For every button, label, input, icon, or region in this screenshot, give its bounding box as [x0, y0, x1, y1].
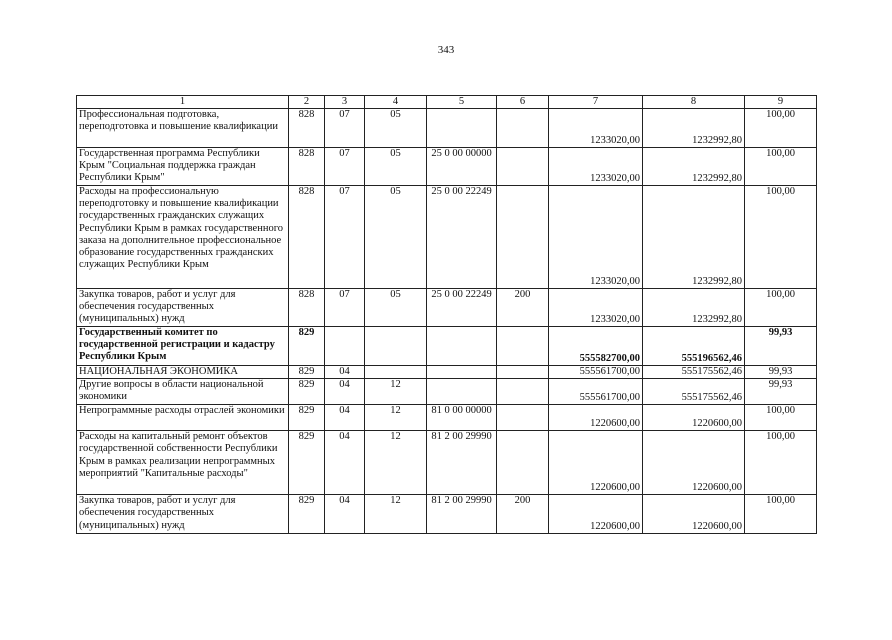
row-percent-cell: 100,00 — [745, 148, 817, 186]
header-cell: 3 — [325, 96, 365, 109]
row-planned-amount-cell: 1233020,00 — [549, 109, 643, 148]
row-expense-type-cell — [497, 366, 549, 379]
row-expense-type-cell — [497, 431, 549, 495]
row-percent-cell: 100,00 — [745, 405, 817, 431]
row-section-cell: 04 — [325, 405, 365, 431]
row-planned-amount-cell: 1233020,00 — [549, 148, 643, 186]
row-planned-amount-cell: 1233020,00 — [549, 186, 643, 289]
row-percent-cell: 99,93 — [745, 327, 817, 366]
row-section-cell: 07 — [325, 289, 365, 327]
row-percent-cell: 100,00 — [745, 289, 817, 327]
row-executed-amount-cell: 1232992,80 — [643, 109, 745, 148]
row-section-cell: 07 — [325, 109, 365, 148]
page-number: 343 — [437, 44, 455, 56]
row-executed-amount-cell: 555175562,46 — [643, 379, 745, 405]
row-planned-amount-cell: 1233020,00 — [549, 289, 643, 327]
table-header-row — [77, 96, 817, 109]
row-subsection-cell: 05 — [365, 109, 427, 148]
row-target-article-cell: 81 0 00 00000 — [427, 405, 497, 431]
row-section-cell: 04 — [325, 431, 365, 495]
row-name-cell: Государственный комитет по государственной регистрации и кадастру Республики Крым — [77, 327, 289, 366]
row-planned-amount-cell: 1220600,00 — [549, 405, 643, 431]
row-planned-amount-cell: 555561700,00 — [549, 366, 643, 379]
row-section-cell: 07 — [325, 186, 365, 289]
header-cell: 9 — [745, 96, 817, 109]
row-target-article-cell: 25 0 00 22249 — [427, 186, 497, 289]
row-target-article-cell: 81 2 00 29990 — [427, 431, 497, 495]
row-name-cell: Другие вопросы в области национальной экономики — [77, 379, 289, 405]
row-chapter-cell: 829 — [289, 495, 325, 534]
row-name-cell: Профессиональная подготовка, переподготовка и повышение квалификации — [77, 109, 289, 148]
row-name-cell: Расходы на капитальный ремонт объектов государственной собственности Республики Крым в рамках реализации непрограммных мероприятий "Капитальные расходы" — [77, 431, 289, 495]
row-target-article-cell: 81 2 00 29990 — [427, 495, 497, 534]
row-chapter-cell: 829 — [289, 405, 325, 431]
row-target-article-cell — [427, 379, 497, 405]
row-name-cell: Государственная программа Республики Крым "Социальная поддержка граждан Республики Крым" — [77, 148, 289, 186]
row-subsection-cell: 12 — [365, 431, 427, 495]
row-expense-type-cell — [497, 148, 549, 186]
row-subsection-cell: 12 — [365, 405, 427, 431]
row-percent-cell: 99,93 — [745, 379, 817, 405]
row-planned-amount-cell: 555561700,00 — [549, 379, 643, 405]
row-subsection-cell: 12 — [365, 379, 427, 405]
row-percent-cell: 99,93 — [745, 366, 817, 379]
row-target-article-cell — [427, 327, 497, 366]
row-chapter-cell: 828 — [289, 186, 325, 289]
table-row — [77, 148, 817, 186]
row-target-article-cell: 25 0 00 22249 — [427, 289, 497, 327]
row-percent-cell: 100,00 — [745, 431, 817, 495]
row-executed-amount-cell: 1232992,80 — [643, 186, 745, 289]
row-executed-amount-cell: 1220600,00 — [643, 431, 745, 495]
row-planned-amount-cell: 1220600,00 — [549, 495, 643, 534]
row-expense-type-cell — [497, 327, 549, 366]
row-section-cell: 04 — [325, 495, 365, 534]
row-chapter-cell: 829 — [289, 379, 325, 405]
row-target-article-cell: 25 0 00 00000 — [427, 148, 497, 186]
table-row — [77, 186, 817, 289]
header-cell: 1 — [77, 96, 289, 109]
row-expense-type-cell — [497, 405, 549, 431]
row-planned-amount-cell: 1220600,00 — [549, 431, 643, 495]
row-subsection-cell: 05 — [365, 186, 427, 289]
row-subsection-cell: 05 — [365, 289, 427, 327]
header-cell: 7 — [549, 96, 643, 109]
header-cell: 8 — [643, 96, 745, 109]
row-section-cell — [325, 327, 365, 366]
table-row — [77, 109, 817, 148]
row-planned-amount-cell: 555582700,00 — [549, 327, 643, 366]
header-cell: 4 — [365, 96, 427, 109]
row-subsection-cell — [365, 327, 427, 366]
budget-table — [76, 95, 817, 534]
header-cell: 2 — [289, 96, 325, 109]
row-executed-amount-cell: 1220600,00 — [643, 495, 745, 534]
row-executed-amount-cell: 555196562,46 — [643, 327, 745, 366]
row-subsection-cell — [365, 366, 427, 379]
row-section-cell: 07 — [325, 148, 365, 186]
table-row — [77, 327, 817, 366]
row-percent-cell: 100,00 — [745, 109, 817, 148]
row-expense-type-cell — [497, 109, 549, 148]
table-row — [77, 366, 817, 379]
row-expense-type-cell: 200 — [497, 495, 549, 534]
row-name-cell: Закупка товаров, работ и услуг для обеспечения государственных (муниципальных) нужд — [77, 495, 289, 534]
row-executed-amount-cell: 1220600,00 — [643, 405, 745, 431]
row-subsection-cell: 12 — [365, 495, 427, 534]
row-target-article-cell — [427, 109, 497, 148]
header-cell: 6 — [497, 96, 549, 109]
row-name-cell: Закупка товаров, работ и услуг для обеспечения государственных (муниципальных) нужд — [77, 289, 289, 327]
row-chapter-cell: 828 — [289, 148, 325, 186]
row-chapter-cell: 828 — [289, 109, 325, 148]
row-chapter-cell: 829 — [289, 327, 325, 366]
row-section-cell: 04 — [325, 366, 365, 379]
row-executed-amount-cell: 1232992,80 — [643, 289, 745, 327]
row-subsection-cell: 05 — [365, 148, 427, 186]
table-row — [77, 289, 817, 327]
row-expense-type-cell — [497, 379, 549, 405]
row-name-cell: НАЦИОНАЛЬНАЯ ЭКОНОМИКА — [77, 366, 289, 379]
header-cell: 5 — [427, 96, 497, 109]
row-name-cell: Расходы на профессиональную переподготовку и повышение квалификации государственных гражданских служащих Республики Крым в рамках государственного заказа на дополнительное профессиональное образование государственных гражданских служащих Республики Крым — [77, 186, 289, 289]
row-target-article-cell — [427, 366, 497, 379]
row-percent-cell: 100,00 — [745, 186, 817, 289]
table-row — [77, 379, 817, 405]
row-name-cell: Непрограммные расходы отраслей экономики — [77, 405, 289, 431]
table-row — [77, 431, 817, 495]
row-percent-cell: 100,00 — [745, 495, 817, 534]
row-section-cell: 04 — [325, 379, 365, 405]
row-expense-type-cell — [497, 186, 549, 289]
table-row — [77, 495, 817, 534]
row-chapter-cell: 829 — [289, 366, 325, 379]
row-chapter-cell: 828 — [289, 289, 325, 327]
row-executed-amount-cell: 555175562,46 — [643, 366, 745, 379]
table-row — [77, 405, 817, 431]
row-expense-type-cell: 200 — [497, 289, 549, 327]
row-executed-amount-cell: 1232992,80 — [643, 148, 745, 186]
row-chapter-cell: 829 — [289, 431, 325, 495]
